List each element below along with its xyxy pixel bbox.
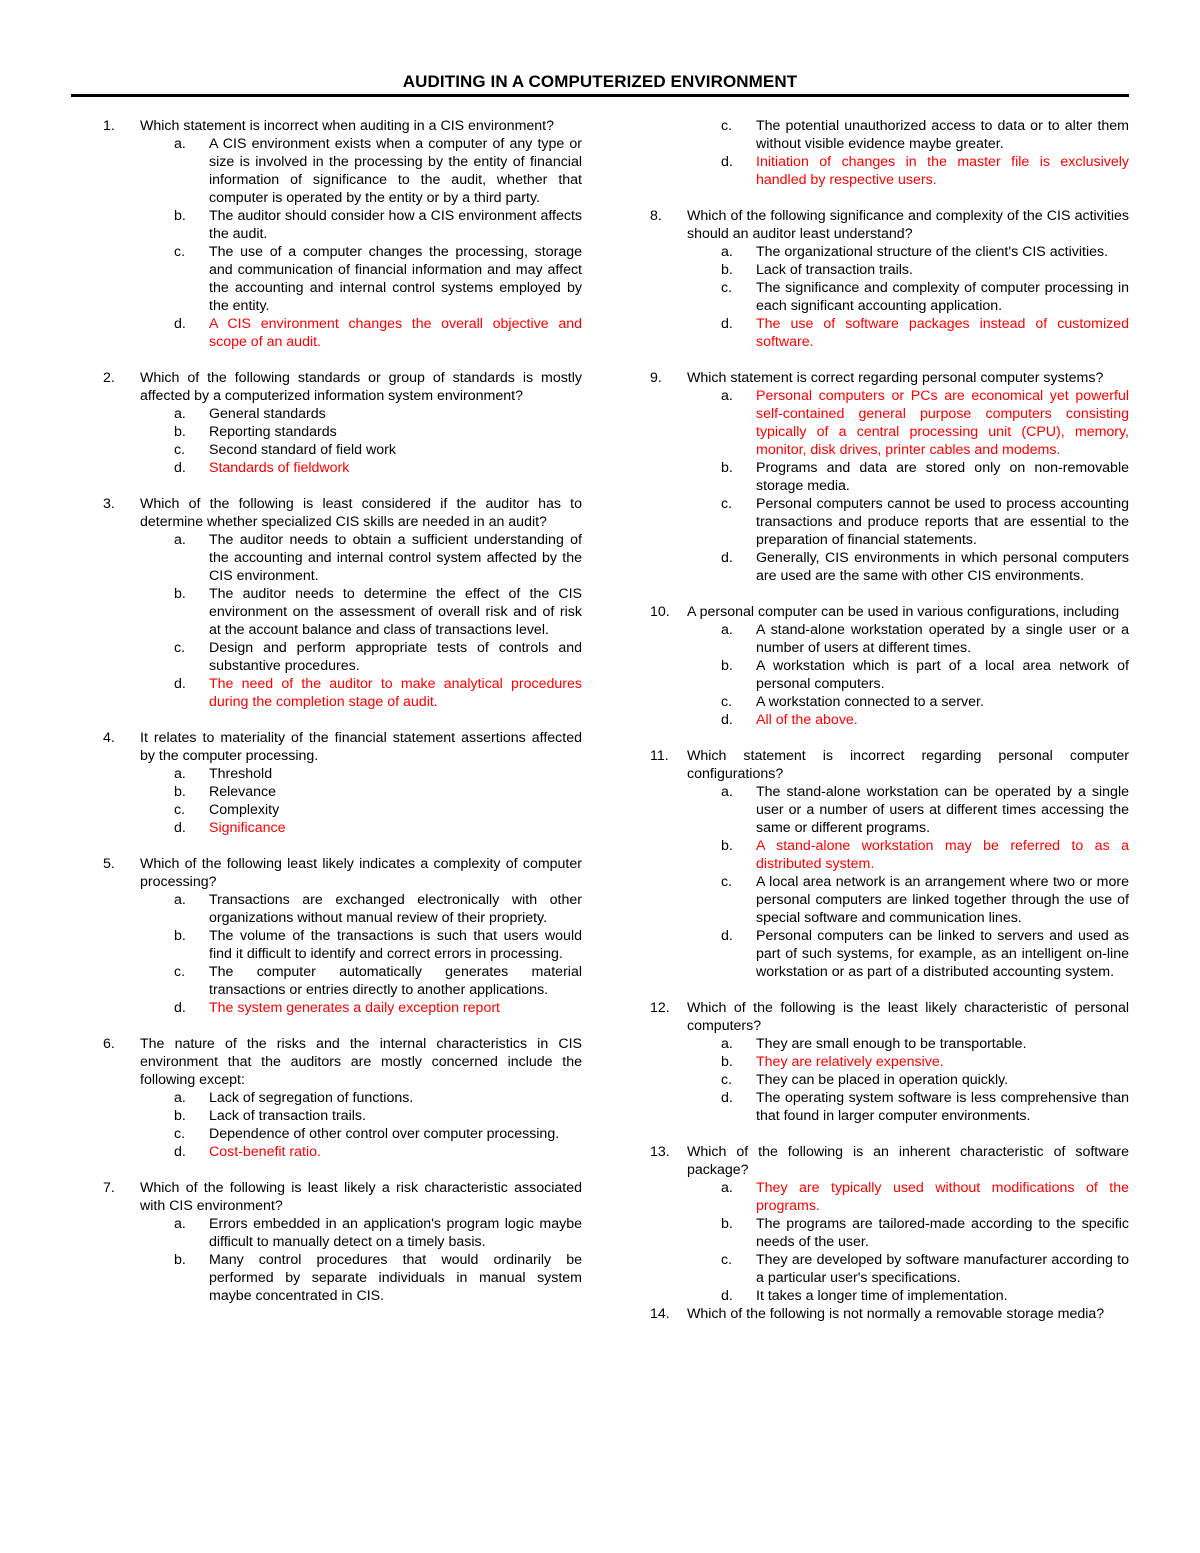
option-letter: d. [721,154,733,170]
option-text: Errors embedded in an application's program logic maybe difficult to manually detect on a timely basis. [209,1216,582,1250]
question-number: 12. [650,1000,670,1016]
question-body [140,117,582,351]
answer-option [140,963,582,999]
left-column [103,117,582,1323]
option-letter: a. [174,136,186,152]
question-text: Which of the following standards or group of standards is mostly affected by a computerized information system environment? [140,370,582,404]
correct-answer-text: They are typically used without modifications of the programs. [756,1180,1129,1214]
answer-option [687,153,1129,189]
question-number: 9. [650,370,662,386]
question-body [140,729,582,837]
question-item [650,603,1129,729]
correct-answer-text: Initiation of changes in the master file is exclusively handled by respective users. [756,154,1129,188]
option-letter: d. [174,676,186,692]
answer-option [140,1107,582,1125]
option-letter: a. [174,766,186,782]
question-number: 6. [103,1036,115,1052]
correct-answer-text: All of the above. [756,712,858,728]
option-letter: a. [721,1036,733,1052]
answer-option [687,495,1129,549]
option-text: Programs and data are stored only on non-removable storage media. [756,460,1129,494]
answer-option [687,693,1129,711]
option-letter: a. [721,1180,733,1196]
correct-answer-text: Cost-benefit ratio. [209,1144,321,1160]
option-letter: d. [721,316,733,332]
question-number: 8. [650,208,662,224]
question-item [650,1305,1129,1323]
answer-option [687,1215,1129,1251]
option-letter: c. [174,1126,186,1142]
question-text: Which statement is incorrect when auditing in a CIS environment? [140,118,555,134]
option-text: The computer automatically generates material transactions or entries directly to another applications. [209,964,582,998]
question-text: Which of the following is an inherent characteristic of software package? [687,1144,1129,1178]
option-letter: d. [174,1000,186,1016]
question-body [687,1305,1129,1323]
answer-option [687,261,1129,279]
question-number: 2. [103,370,115,386]
answer-option [687,243,1129,261]
answer-option [140,675,582,711]
answer-option [687,1179,1129,1215]
answer-option [687,1089,1129,1125]
option-letter: a. [721,784,733,800]
question-item [103,369,582,477]
answer-option [140,1251,582,1305]
option-text: The potential unauthorized access to data or to alter them without visible evidence maybe greater. [756,118,1129,152]
correct-answer-text: The need of the auditor to make analytical procedures during the completion stage of audit. [209,676,582,710]
option-text: It takes a longer time of implementation. [756,1288,1008,1304]
question-text: Which of the following is least likely a risk characteristic associated with CIS environment? [140,1180,582,1214]
question-body [140,855,582,1017]
answer-option [687,657,1129,693]
question-text: The nature of the risks and the internal characteristics in CIS environment that the auditors are mostly concerned include the following except: [140,1036,582,1088]
option-text: Second standard of field work [209,442,396,458]
option-letter: b. [174,784,186,800]
option-text: They are small enough to be transportable. [756,1036,1027,1052]
option-letter: d. [721,928,733,944]
option-text: The volume of the transactions is such that users would find it difficult to identify and correct errors in processing. [209,928,582,962]
option-letter: b. [721,658,733,674]
question-item [103,855,582,1017]
option-text: The auditor needs to obtain a sufficient understanding of the accounting and internal control system affected by the CIS environment. [209,532,582,584]
answer-option [687,1287,1129,1305]
answer-option [140,441,582,459]
question-text: Which of the following is not normally a removable storage media? [687,1306,1105,1322]
option-text: A workstation connected to a server. [756,694,984,710]
question-number-placeholder [650,117,687,189]
correct-answer-text: Standards of fieldwork [209,460,350,476]
option-letter: b. [721,1054,733,1070]
correct-answer-text: A CIS environment changes the overall objective and scope of an audit. [209,316,582,350]
question-text: Which of the following least likely indicates a complexity of computer processing? [140,856,582,890]
option-text: Lack of transaction trails. [756,262,913,278]
answer-option [140,135,582,207]
option-letter: c. [174,640,186,656]
option-text: The organizational structure of the client's CIS activities. [756,244,1109,260]
option-letter: b. [174,928,186,944]
option-text: A stand-alone workstation operated by a single user or a number of users at different times. [756,622,1129,656]
option-text: Design and perform appropriate tests of controls and substantive procedures. [209,640,582,674]
question-text: Which statement is incorrect regarding personal computer configurations? [687,748,1129,782]
option-text: General standards [209,406,326,422]
question-body [687,999,1129,1125]
page-title: AUDITING IN A COMPUTERIZED ENVIRONMENT [402,72,798,91]
option-letter: c. [174,964,186,980]
option-letter: b. [721,262,733,278]
answer-option [140,801,582,819]
option-letter: a. [174,532,186,548]
option-letter: c. [174,244,186,260]
option-letter: b. [721,460,733,476]
option-letter: d. [174,1144,186,1160]
option-text: Reporting standards [209,424,337,440]
option-text: The stand-alone workstation can be operated by a single user or a number of users at different times accessing the same or different programs. [756,784,1129,836]
correct-answer-text: The system generates a daily exception report [209,1000,500,1016]
option-text: The auditor should consider how a CIS environment affects the audit. [209,208,582,242]
answer-option [140,405,582,423]
answer-option [140,423,582,441]
question-item [103,117,582,351]
question-body [140,369,582,477]
answer-option [140,927,582,963]
option-text: The operating system software is less comprehensive than that found in larger computer environments. [756,1090,1129,1124]
option-letter: d. [721,550,733,566]
option-text: Transactions are exchanged electronically with other organizations without manual review of their propriety. [209,892,582,926]
option-letter: d. [721,1288,733,1304]
answer-option [140,207,582,243]
answer-option [687,711,1129,729]
option-text: Many control procedures that would ordinarily be performed by separate individuals in manual system maybe concentrated in CIS. [209,1252,582,1304]
option-letter: a. [721,622,733,638]
answer-option [687,783,1129,837]
answer-option [140,783,582,801]
question-text: A personal computer can be used in various configurations, including [687,604,1120,620]
question-body [687,1143,1129,1305]
title-rule [71,94,1129,97]
option-letter: a. [174,1090,186,1106]
answer-option [140,891,582,927]
question-body [687,747,1129,981]
option-letter: a. [721,244,733,260]
option-letter: b. [721,1216,733,1232]
option-letter: a. [174,406,186,422]
option-letter: a. [174,1216,186,1232]
option-letter: c. [721,1072,733,1088]
option-text: Personal computers can be linked to servers and used as part of such systems, for example, as an intelligent on-line workstation or as part of a distributed accounting system. [756,928,1129,980]
option-letter: b. [174,586,186,602]
answer-option [687,837,1129,873]
question-item [103,1179,582,1305]
question-text: Which of the following is the least likely characteristic of personal computers? [687,1000,1129,1034]
option-text: Relevance [209,784,277,800]
answer-option [140,315,582,351]
question-item [650,747,1129,981]
option-letter: b. [174,1108,186,1124]
option-letter: a. [721,388,733,404]
correct-answer-text: A stand-alone workstation may be referred to as a distributed system. [756,838,1129,872]
question-item [650,369,1129,585]
question-text: Which statement is correct regarding personal computer systems? [687,370,1104,386]
option-text: A local area network is an arrangement where two or more personal computers are linked together through the use of special software and communication lines. [756,874,1129,926]
question-number: 14. [650,1306,670,1322]
option-letter: c. [174,802,186,818]
option-text: They are developed by software manufacturer according to a particular user's specifications. [756,1252,1129,1286]
answer-option [140,1215,582,1251]
question-text: Which of the following is least considered if the auditor has to determine whether specialized CIS skills are needed in an audit? [140,496,582,530]
option-text: Dependence of other control over computer processing. [209,1126,560,1142]
answer-option [140,999,582,1017]
option-letter: c. [721,694,733,710]
option-text: The significance and complexity of computer processing in each significant accounting application. [756,280,1129,314]
option-letter: c. [721,1252,733,1268]
question-item [103,729,582,837]
question-number: 1. [103,118,115,134]
question-item [103,1035,582,1161]
question-number: 11. [650,748,669,764]
question-text: It relates to materiality of the financial statement assertions affected by the computer processing. [140,730,582,764]
option-letter: d. [174,316,186,332]
option-text: Lack of transaction trails. [209,1108,366,1124]
option-text: The use of a computer changes the processing, storage and communication of financial information and may affect the accounting and internal control systems employed by the entity. [209,244,582,314]
answer-option [140,1143,582,1161]
question-body [140,1035,582,1161]
answer-option [140,531,582,585]
answer-option [687,873,1129,927]
question-body [687,603,1129,729]
correct-answer-text: They are relatively expensive. [756,1054,944,1070]
option-text: They can be placed in operation quickly. [756,1072,1009,1088]
option-letter: d. [174,820,186,836]
question-item [103,495,582,711]
option-letter: d. [174,460,186,476]
answer-option [140,459,582,477]
correct-answer-text: Personal computers or PCs are economical yet powerful self-contained general purpose computers consisting typically of a central processing unit (CPU), memory, monitor, disk drives, printer cables and modems. [756,388,1129,458]
answer-option [140,585,582,639]
option-text: Personal computers cannot be used to process accounting transactions and produce reports that are essential to the preparation of financial statements. [756,496,1129,548]
question-body [140,495,582,711]
option-letter: a. [174,892,186,908]
answer-option [687,315,1129,351]
question-body [687,117,1129,189]
question-item [650,999,1129,1125]
answer-option [140,1125,582,1143]
option-text: The auditor needs to determine the effect of the CIS environment on the assessment of overall risk and of risk at the account balance and class of transactions level. [209,586,582,638]
question-body [687,207,1129,351]
option-text: Threshold [209,766,273,782]
question-number: 5. [103,856,115,872]
answer-option [687,279,1129,315]
answer-option [140,765,582,783]
option-text: Generally, CIS environments in which personal computers are used are the same with other CIS environments. [756,550,1129,584]
option-letter: c. [721,496,733,512]
option-text: The programs are tailored-made according to the specific needs of the user. [756,1216,1129,1250]
question-item [650,207,1129,351]
answer-option [687,1035,1129,1053]
option-letter: b. [174,208,186,224]
option-letter: c. [721,874,733,890]
answer-option [687,387,1129,459]
answer-option [687,117,1129,153]
question-7-continuation [650,117,1129,189]
option-letter: c. [721,280,733,296]
correct-answer-text: The use of software packages instead of customized software. [756,316,1129,350]
answer-option [687,1251,1129,1287]
option-text: A workstation which is part of a local area network of personal computers. [756,658,1129,692]
question-number: 7. [103,1180,115,1196]
question-body [140,1179,582,1305]
option-text: A CIS environment exists when a computer of any type or size is involved in the processing by the entity of financial information of significance to the audit, whether that computer is operated by the entity or by a third party. [209,136,582,206]
question-body [687,369,1129,585]
correct-answer-text: Significance [209,820,286,836]
answer-option [687,1053,1129,1071]
answer-option [687,1071,1129,1089]
option-letter: c. [174,442,186,458]
option-letter: b. [174,424,186,440]
option-letter: c. [721,118,733,134]
option-letter: d. [721,1090,733,1106]
question-item [650,1143,1129,1305]
right-column [650,117,1129,1341]
option-letter: b. [721,838,733,854]
question-number: 10. [650,604,670,620]
answer-option [687,549,1129,585]
option-letter: b. [174,1252,186,1268]
answer-option [687,459,1129,495]
answer-option [140,639,582,675]
answer-option [687,621,1129,657]
question-number: 13. [650,1144,670,1160]
question-text: Which of the following significance and complexity of the CIS activities should an auditor least understand? [687,208,1129,242]
answer-option [687,927,1129,981]
option-text: Lack of segregation of functions. [209,1090,414,1106]
question-number: 3. [103,496,115,512]
answer-option [140,243,582,315]
question-item-continued [650,117,1129,189]
question-number: 4. [103,730,115,746]
answer-option [140,1089,582,1107]
answer-option [140,819,582,837]
option-text: Complexity [209,802,280,818]
option-letter: d. [721,712,733,728]
